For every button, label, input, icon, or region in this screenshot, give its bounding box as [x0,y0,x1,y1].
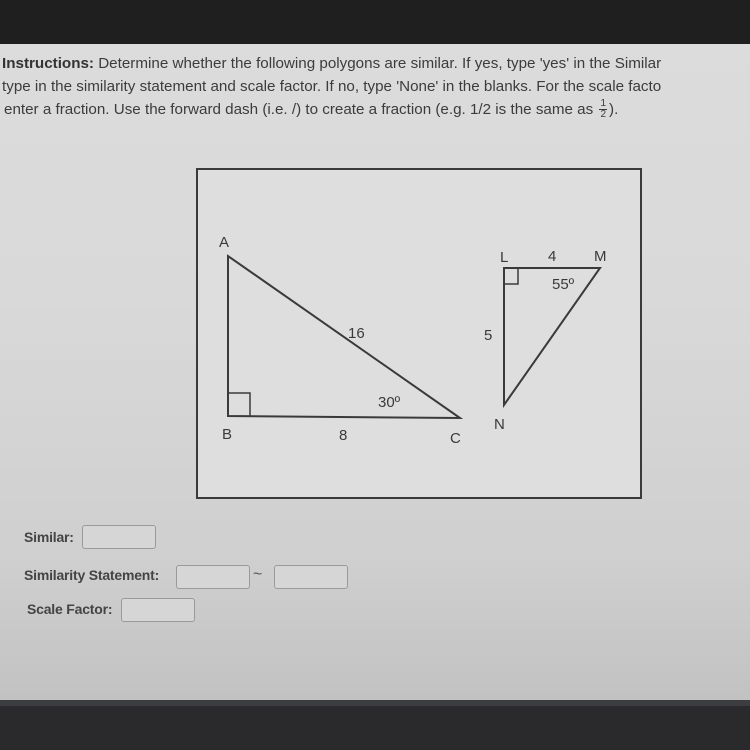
vertex-m-label: M [594,248,607,265]
side-ac-length: 16 [348,325,365,342]
bottom-bar-strip [0,700,750,706]
similar-input[interactable] [82,525,156,549]
side-lm-length: 4 [548,248,557,265]
top-bar [0,0,750,44]
instructions-text [0,52,750,121]
triangle-abc [228,256,460,418]
fraction-denominator: 2 [600,109,607,121]
vertex-n-label: N [494,416,505,433]
angle-c-measure: 30º [378,394,401,411]
similarity-statement-input-1[interactable] [176,565,250,589]
similarity-tilde: ~ [253,566,263,583]
instructions-line-3 [0,98,750,121]
vertex-b-label: B [222,426,233,443]
instructions-line-3-end: ). [609,101,619,118]
vertex-c-label: C [450,430,461,447]
triangles-diagram [198,170,640,497]
instructions-line-1-text: Determine whether the following polygons are similar. If yes, type 'yes' in the Similar [93,55,662,72]
vertex-l-label: L [500,249,509,266]
right-angle-b-marker [228,393,250,416]
side-bc-length: 8 [339,427,348,444]
fraction-example [599,99,607,120]
fraction-numerator: 1 [600,98,607,110]
scale-factor-label: Scale Factor: [27,601,113,617]
vertex-a-label: A [219,234,230,251]
similarity-statement-input-2[interactable] [274,565,348,589]
instructions-lead: Instructions: [2,55,94,72]
scale-factor-input[interactable] [121,598,195,622]
instructions-line-2: type in the similarity statement and scale factor. If no, type 'None' in the blanks. For the scale facto [2,78,662,95]
side-ln-length: 5 [484,327,493,344]
similarity-statement-label: Similarity Statement: [24,567,160,583]
bottom-bar [0,700,750,750]
right-angle-l-marker [504,268,518,284]
similar-label: Similar: [24,529,74,545]
instructions-line-3-text: enter a fraction. Use the forward dash (i.e. /) to create a fraction (e.g. 1/2 is the same as [4,101,594,118]
instructions-line-1 [0,52,750,75]
triangle-figure [196,168,642,499]
angle-m-measure: 55º [552,276,575,293]
